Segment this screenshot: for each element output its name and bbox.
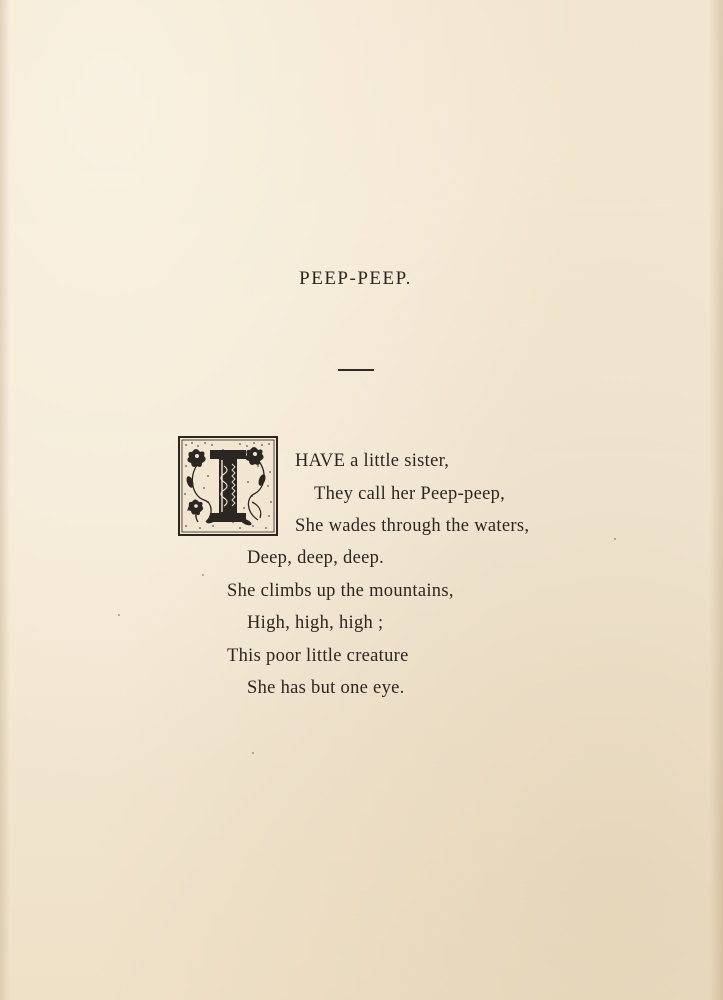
page-edge-right (709, 0, 723, 1000)
paper-speck (614, 538, 616, 540)
paper-speck (202, 574, 204, 576)
ornamental-initial-icon (178, 436, 278, 536)
title-divider (338, 369, 374, 371)
poem-line-7: This poor little creature (227, 646, 409, 666)
poem-title: PEEP-PEEP. (299, 268, 412, 289)
poem-line-5: She climbs up the mountains, (227, 581, 454, 601)
poem-line-3: She wades through the waters, (295, 516, 530, 536)
poem-line-2: They call her Peep-peep, (314, 484, 506, 504)
paper-speck (118, 614, 120, 616)
poem-line-1: HAVE a little sister, (295, 451, 450, 471)
page-edge-left (0, 0, 10, 1000)
paper-speck (252, 752, 254, 754)
poem-line-8: She has but one eye. (247, 678, 405, 698)
poem-line-4: Deep, deep, deep. (247, 548, 385, 568)
poem-line-6: High, high, high ; (247, 613, 384, 633)
